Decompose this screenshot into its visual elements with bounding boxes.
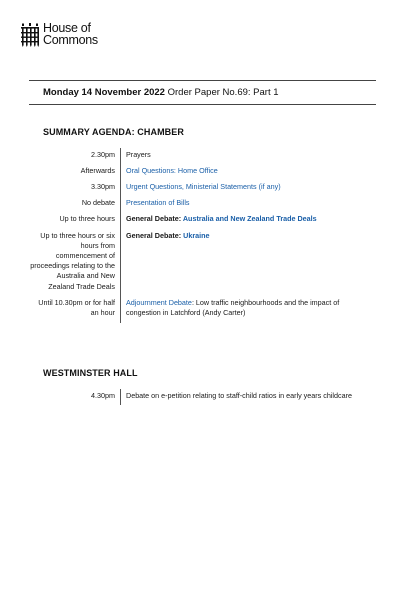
agenda-text: Prayers — [126, 149, 151, 159]
agenda-link[interactable]: Australia and New Zealand Trade Deals — [182, 214, 317, 224]
agenda-link[interactable]: Ukraine — [183, 230, 210, 240]
agenda-time: No debate — [81, 198, 115, 208]
agenda-row — [29, 229, 376, 296]
top-rule — [29, 80, 376, 81]
agenda-time: Up to three hours or six hours from commencement of proceedings relating to the Australia and New Zealand Trade Deals — [30, 230, 115, 291]
house-of-commons-logo — [20, 22, 98, 47]
agenda-link[interactable]: Presentation of Bills — [126, 198, 190, 208]
westminster-agenda — [29, 389, 376, 405]
agenda-time: Afterwards — [80, 165, 115, 175]
agenda-text: : Low traffic neighbourhoods and the impact of congestion in Latchford (Andy Carter) — [126, 297, 340, 317]
agenda-link[interactable]: Urgent Questions, Ministerial Statements (if any) — [126, 181, 281, 191]
paper-date: Monday 14 November 2022 — [43, 87, 165, 98]
chamber-agenda — [29, 148, 376, 323]
agenda-time: 2.30pm — [91, 149, 115, 159]
agenda-item — [121, 164, 376, 180]
logo-line-2: Commons — [43, 33, 98, 47]
agenda-item — [121, 389, 376, 405]
agenda-row — [29, 164, 376, 180]
agenda-row — [29, 389, 376, 405]
order-paper-title — [43, 87, 279, 98]
agenda-link[interactable]: Adjournment Debate — [126, 297, 192, 307]
chamber-section-title: SUMMARY AGENDA: CHAMBER — [43, 127, 184, 137]
agenda-item — [121, 229, 376, 296]
agenda-row — [29, 148, 376, 164]
agenda-time: Up to three hours — [59, 214, 115, 224]
paper-number: Order Paper No.69: Part 1 — [164, 87, 279, 98]
logo-line-1: House of — [43, 21, 91, 35]
agenda-row — [29, 296, 376, 322]
agenda-item — [121, 197, 376, 213]
agenda-text: General Debate: — [126, 214, 183, 224]
agenda-item — [121, 180, 376, 196]
agenda-time: 3.30pm — [91, 181, 115, 191]
bottom-rule — [29, 104, 376, 105]
agenda-text: Debate on e-petition relating to staff-child ratios in early years childcare — [126, 390, 352, 400]
westminster-section-title: WESTMINSTER HALL — [43, 368, 138, 378]
agenda-link[interactable]: Oral Questions: Home Office — [126, 165, 218, 175]
agenda-time: 4.30pm — [91, 390, 115, 400]
agenda-row — [29, 197, 376, 213]
agenda-time: Until 10.30pm or for half an hour — [38, 297, 115, 317]
agenda-text: General Debate: — [126, 230, 184, 240]
agenda-item — [121, 148, 376, 164]
agenda-row — [29, 213, 376, 229]
agenda-item — [121, 213, 376, 229]
agenda-row — [29, 180, 376, 196]
agenda-item — [121, 296, 376, 322]
portcullis-icon — [20, 23, 40, 47]
logo-text — [43, 22, 98, 46]
